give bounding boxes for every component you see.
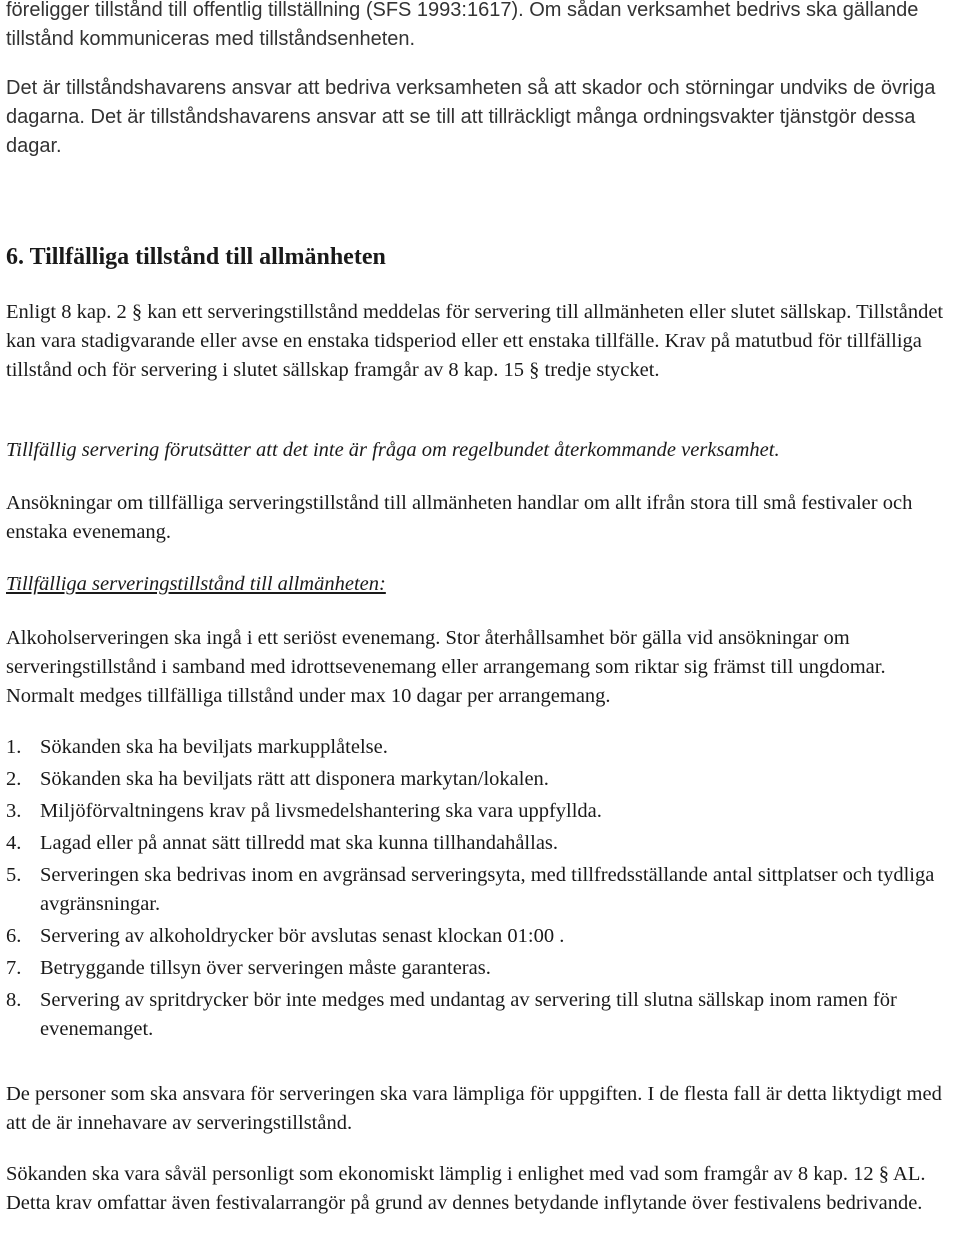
- list-item: 7. Betryggande tillsyn över serveringen måste garanteras.: [6, 957, 491, 979]
- list-item: 3. Miljöförvaltningens krav på livsmedelshantering ska vara uppfyllda.: [6, 800, 602, 822]
- section-paragraph-4: Alkoholserveringen ska ingå i ett seriöst evenemang. Stor återhållsamhet bör gälla vid ansökningar om serveringstillstånd i samband med idrottsevenemang eller arrangemang som riktar sig främst till ungdomar. Normalt medges tillfälliga tillstånd under max 10 dagar per arrangemang.: [6, 627, 886, 707]
- section-paragraph-1: Enligt 8 kap. 2 § kan ett serveringstillstånd meddelas för servering till allmänheten eller slutet sällskap. Tillståndet kan vara stadigvarande eller avse en enstaka tidsperiod eller ett enstaka tillfälle. Krav på matutbud för tillfälliga tillstånd och för servering i slutet sällskap framgår av 8 kap. 15 § tredje stycket.: [6, 301, 944, 381]
- requirements-list: [6, 733, 960, 1047]
- list-item: 1. Sökanden ska ha beviljats markupplåtelse.: [6, 736, 388, 758]
- list-item: 2. Sökanden ska ha beviljats rätt att disponera markytan/lokalen.: [6, 768, 549, 790]
- section-heading: 6. Tillfälliga tillstånd till allmänheten: [6, 244, 386, 270]
- section-paragraph-5: De personer som ska ansvara för serveringen ska vara lämpliga för uppgiften. I de flesta fall är detta liktydigt med att de är innehavare av serveringstillstånd.: [6, 1083, 942, 1134]
- intro-paragraph-2: Det är tillståndshavarens ansvar att bedriva verksamheten så att skador och störningar undviks de övriga dagarna. Det är tillståndshavarens ansvar att se till att tillräckligt många ordningsvakter tjänstgör dessa dagar.: [6, 77, 936, 157]
- list-item: 6. Servering av alkoholdrycker bör avslutas senast klockan 01:00 .: [6, 925, 565, 947]
- list-item: 4. Lagad eller på annat sätt tillredd mat ska kunna tillhandahållas.: [6, 832, 559, 854]
- section-paragraph-6: Sökanden ska vara såväl personligt som ekonomiskt lämplig i enlighet med vad som framgår av 8 kap. 12 § AL. Detta krav omfattar även festivalarrangör på grund av dennes betydande inflytande över festivalens bedrivande.: [6, 1163, 926, 1214]
- section-subheading: Tillfälliga serveringstillstånd till allmänheten:: [6, 573, 386, 595]
- section-paragraph-italic: Tillfällig servering förutsätter att det inte är fråga om regelbundet återkommande verksamhet.: [6, 439, 780, 461]
- section-paragraph-3: Ansökningar om tillfälliga serveringstillstånd till allmänheten handlar om allt ifrån stora till små festivaler och enstaka evenemang.: [6, 492, 913, 543]
- list-item: 5. Serveringen ska bedrivas inom en avgränsad serveringsyta, med tillfredsställande antal sittplatser och tydliga avgränsningar.: [6, 864, 935, 915]
- intro-paragraph-1: föreligger tillstånd till offentlig tillställning (SFS 1993:1617). Om sådan verksamhet bedrivs ska gällande tillstånd kommuniceras med tillståndsenheten.: [6, 0, 919, 50]
- list-item: 8. Servering av spritdrycker bör inte medges med undantag av servering till slutna sällskap inom ramen för evenemanget.: [6, 989, 897, 1040]
